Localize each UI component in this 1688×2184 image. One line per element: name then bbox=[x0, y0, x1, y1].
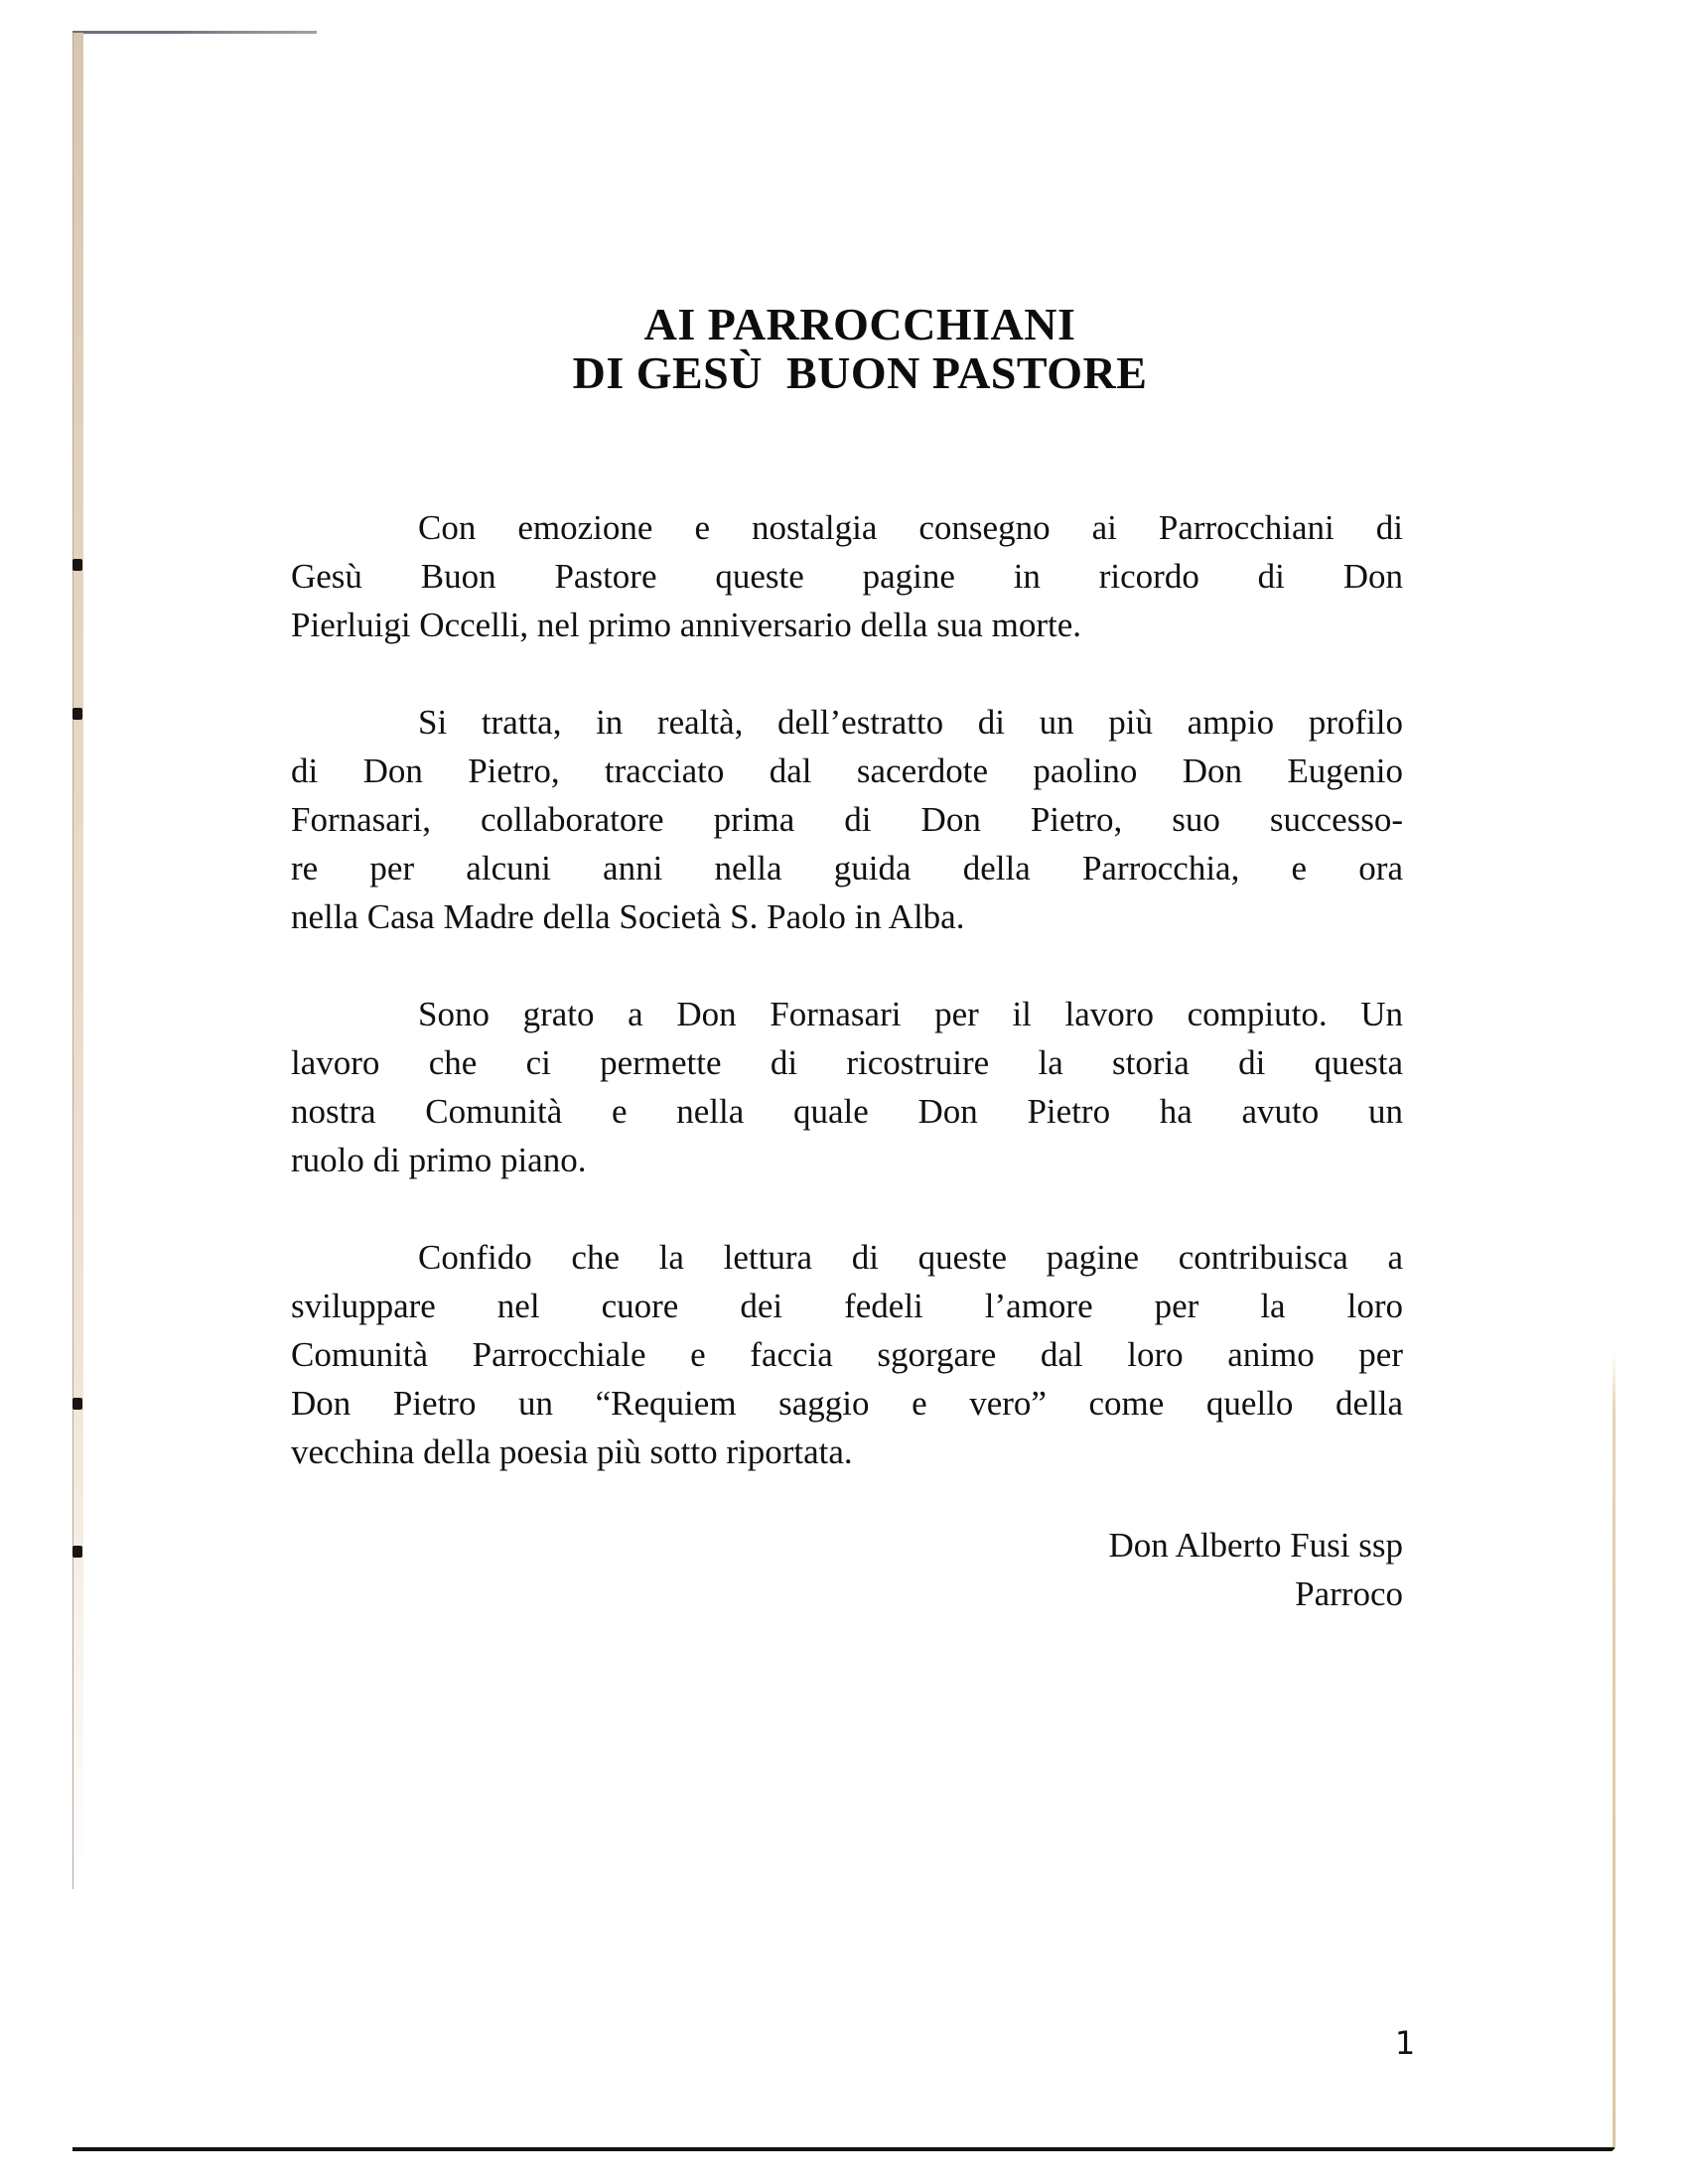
binding-mark bbox=[72, 559, 82, 571]
text-line: re per alcuni anni nella guida della Parrocchia, e ora bbox=[291, 849, 1403, 887]
binding-mark bbox=[72, 1398, 82, 1410]
title-line: DI GESÙ BUON PASTORE bbox=[572, 347, 1148, 398]
binding-mark bbox=[72, 1546, 82, 1558]
text-line: Don Pietro un “Requiem saggio e vero” come quello della bbox=[291, 1384, 1403, 1423]
page-title bbox=[0, 300, 1688, 397]
text-line: Si tratta, in realtà, dell’estratto di un più ampio profilo bbox=[418, 703, 1403, 742]
text-line: di Don Pietro, tracciato dal sacerdote paolino Don Eugenio bbox=[291, 751, 1403, 790]
binding-mark bbox=[72, 708, 82, 720]
text-line: Comunità Parrocchiale e faccia sgorgare dal loro animo per bbox=[291, 1335, 1403, 1374]
signature-name: Don Alberto Fusi ssp bbox=[1108, 1526, 1403, 1565]
scan-edge-right bbox=[1613, 1350, 1616, 2149]
text-line: vecchina della poesia più sotto riportata. bbox=[291, 1433, 853, 1471]
scan-edge-bottom bbox=[72, 2147, 1615, 2151]
text-line: Gesù Buon Pastore queste pagine in ricordo di Don bbox=[291, 557, 1403, 596]
title-line: AI PARROCCHIANI bbox=[643, 299, 1076, 349]
text-line: Sono grato a Don Fornasari per il lavoro compiuto. Un bbox=[418, 995, 1403, 1033]
text-line: Confido che la lettura di queste pagine contribuisca a bbox=[418, 1238, 1403, 1277]
paragraph bbox=[291, 698, 1403, 941]
paragraph bbox=[291, 503, 1403, 649]
body-text bbox=[291, 503, 1403, 1525]
text-line: Pierluigi Occelli, nel primo anniversario della sua morte. bbox=[291, 606, 1082, 644]
text-line: ruolo di primo piano. bbox=[291, 1141, 587, 1179]
signature-role: Parroco bbox=[1295, 1574, 1403, 1613]
paragraph bbox=[291, 1233, 1403, 1476]
text-line: sviluppare nel cuore dei fedeli l’amore per la loro bbox=[291, 1287, 1403, 1325]
text-line: Con emozione e nostalgia consegno ai Parrocchiani di bbox=[418, 508, 1403, 547]
text-line: nella Casa Madre della Società S. Paolo in Alba. bbox=[291, 897, 965, 936]
paragraph bbox=[291, 990, 1403, 1184]
text-line: Fornasari, collaboratore prima di Don Pietro, suo successo- bbox=[291, 800, 1403, 839]
text-line: nostra Comunità e nella quale Don Pietro ha avuto un bbox=[291, 1092, 1403, 1131]
page-number: 1 bbox=[1394, 2024, 1416, 2062]
text-line: lavoro che ci permette di ricostruire la storia di questa bbox=[291, 1043, 1403, 1082]
signature-block bbox=[894, 1521, 1403, 1618]
scan-edge-top bbox=[72, 31, 317, 34]
